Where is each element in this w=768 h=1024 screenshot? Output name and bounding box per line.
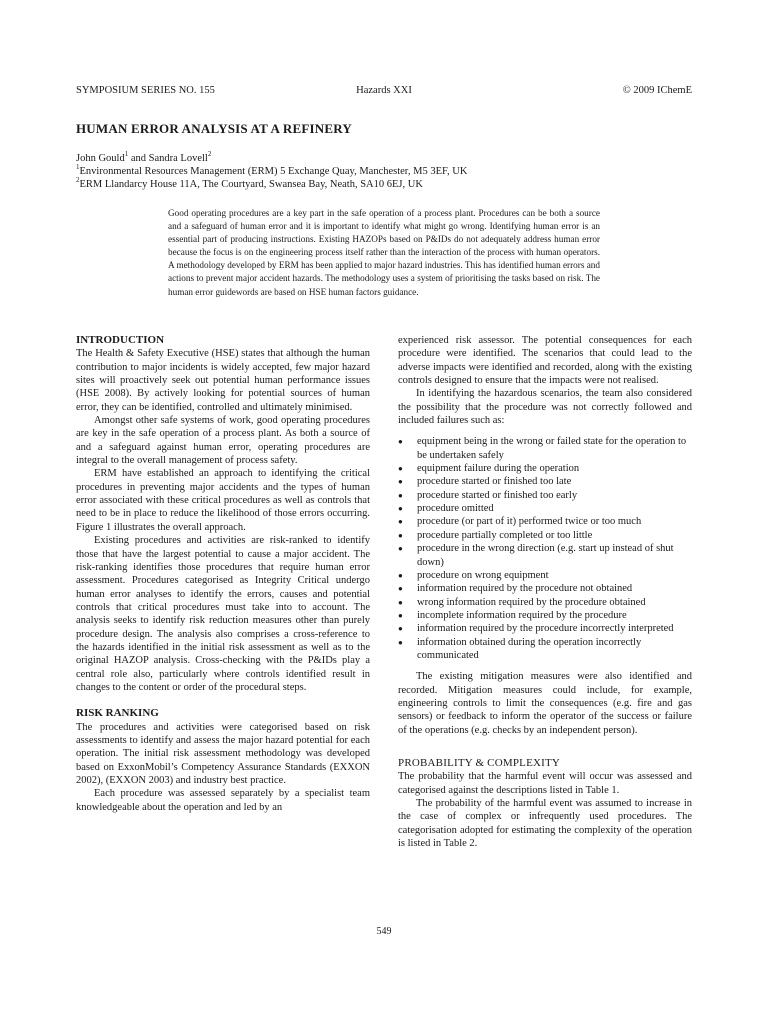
author-line bbox=[76, 149, 467, 165]
conference-label: Hazards XXI bbox=[356, 85, 412, 96]
list-item: ● equipment failure during the operation bbox=[398, 462, 692, 475]
list-item: ● information required by the procedure not obtained bbox=[398, 582, 692, 595]
probability-paragraph-1: The probability that the harmful event will occur was assessed and categorised against the descriptions listed in Table 1. bbox=[398, 771, 692, 796]
risk-ranking-heading: RISK RANKING bbox=[76, 707, 159, 720]
affil-1-text: Environmental Resources Management (ERM) 5 Exchange Quay, Manchester, M5 3EF, UK bbox=[79, 166, 468, 178]
affil-2-mark: 2 bbox=[76, 175, 80, 184]
list-item: ● procedure (or part of it) performed twice or too much bbox=[398, 515, 692, 528]
running-header bbox=[76, 85, 692, 99]
copyright-label: © 2009 IChemE bbox=[622, 85, 692, 96]
list-item: ● procedure on wrong equipment bbox=[398, 569, 692, 582]
list-item: ● information obtained during the operation incorrectly communicated bbox=[398, 636, 692, 663]
affiliation-2 bbox=[76, 175, 467, 191]
list-item: ● procedure partially completed or too little bbox=[398, 529, 692, 542]
list-item: ● procedure started or finished too early bbox=[398, 489, 692, 502]
risk-paragraph-2: Each procedure was assessed separately by a specialist team knowledgeable about the operation and led by an bbox=[76, 788, 370, 813]
paper-title: HUMAN ERROR ANALYSIS AT A REFINERY bbox=[76, 121, 352, 136]
intro-paragraph-2: Amongst other safe systems of work, good operating procedures are key in the safe operation of a process plant. As both a source of and a safeguard against human error, operating procedures are integral to the overall management of process safety. bbox=[76, 415, 370, 467]
list-item: ● procedure omitted bbox=[398, 502, 692, 515]
list-item: ● incomplete information required by the procedure bbox=[398, 609, 692, 622]
author-conjunction: and bbox=[128, 153, 149, 164]
introduction-heading: INTRODUCTION bbox=[76, 334, 165, 346]
series-label: SYMPOSIUM SERIES NO. 155 bbox=[76, 85, 215, 96]
risk-paragraph-1: The procedures and activities were categorised based on risk assessments to identify and assess the major hazard potential for each operation. The initial risk assessment methodology was developed based on ExxonMobil’s Competency Assurance Standards (EXXON 2002), (EXXON 2003) and industry best practice. bbox=[76, 721, 370, 786]
author-2-affil-mark: 2 bbox=[207, 149, 212, 158]
affiliation-1 bbox=[76, 162, 468, 178]
right-column bbox=[398, 334, 692, 850]
list-item: ● equipment being in the wrong or failed state for the operation to be undertaken safely bbox=[398, 435, 692, 462]
intro-paragraph-1: The Health & Safety Executive (HSE) states that although the human contribution to major incidents is widely accepted, few major hazard sites will proactively seek out potential human performance issues (HSE 2008). By actively looking for potential sources of human error, they can be identified, controlled and ultimately minimised. bbox=[76, 348, 370, 413]
author-block bbox=[76, 149, 468, 192]
affil-2-text: ERM Llandarcy House 11A, The Courtyard, Swansea Bay, Neath, SA10 6EJ, UK bbox=[79, 179, 423, 191]
right-paragraph-3: The existing mitigation measures were also identified and recorded. Mitigation measures could include, for example, engineering controls to limit the consequences (e.g. fire and gas sensors) or feedback to inform the operator of the success or failure of the operations (e.g. checks by an independent person). bbox=[398, 671, 692, 736]
page-number: 549 bbox=[376, 926, 392, 937]
author-1: John Gould bbox=[76, 153, 125, 164]
intro-paragraph-3: ERM have established an approach to identifying the critical procedures in preventing major accidents and the types of human error associated with these critical procedures as well as controls that need to be in place to reduce the likelihood of those errors occurring. Figure 1 illustrates the overall approach. bbox=[76, 468, 370, 533]
probability-heading: PROBABILITY & COMPLEXITY bbox=[398, 756, 561, 769]
right-paragraph-2: In identifying the hazardous scenarios, the team also considered the possibility that the procedure was not correctly followed and included failures such as: bbox=[398, 388, 692, 427]
list-item: ● wrong information required by the procedure obtained bbox=[398, 596, 692, 609]
affil-1-mark: 1 bbox=[76, 162, 80, 171]
failure-list bbox=[398, 435, 692, 662]
author-1-affil-mark: 1 bbox=[124, 149, 129, 158]
list-item: ● procedure started or finished too late bbox=[398, 475, 692, 488]
list-item: ● procedure in the wrong direction (e.g. start up instead of shut down) bbox=[398, 542, 692, 569]
left-column bbox=[76, 334, 370, 814]
right-paragraph-1: experienced risk assessor. The potential consequences for each procedure were identified. The scenarios that could lead to the adverse impacts were identified and recorded, along with the existing controls designed to ensure that the impacts were not realised. bbox=[398, 335, 692, 387]
probability-paragraph-2: The probability of the harmful event was assumed to increase in the case of complex or infrequently used procedures. The categorisation adopted for estimating the complexity of the operation is listed in Table 2. bbox=[398, 798, 692, 850]
intro-paragraph-4: Existing procedures and activities are risk-ranked to identify those that have the largest potential to cause a major accident. The risk-ranking identifies those procedures that require human error assessment. Procedures categorised as Integrity Critical undergo human error analyses to identify the errors, causes and potential controls that critical procedures must take into to account. The analysis seeks to identify risk reduction measures other than purely procedure design. The analysis also comprises a cross-reference to the hazards identified in the initial risk assessment as well as to the original HAZOP analysis. Cross-checking with the P&IDs play a central role also, particularly where controls identified result in changes to the content or order of the procedural steps. bbox=[76, 535, 370, 693]
list-item: ● information required by the procedure incorrectly interpreted bbox=[398, 622, 692, 635]
abstract: Good operating procedures are a key part in the safe operation of a process plant. Procedures can be both a source and a safeguard of human error and it is important to identify what might go wrong. Identifying human error is an essential part of producing instructions. Existing HAZOPs based on P&IDs do not adequately address human error because the focus is on the engineering process itself rather than the interaction of the process with human operators. A methodology developed by ERM has been applied to major hazard industries. This has identified human errors and actions to prevent major accident hazards. The methodology uses a system of prioritising the tasks based on risk. The human error guidewords are based on HSE human factors guidance. bbox=[168, 208, 600, 297]
author-2: Sandra Lovell bbox=[148, 153, 208, 164]
